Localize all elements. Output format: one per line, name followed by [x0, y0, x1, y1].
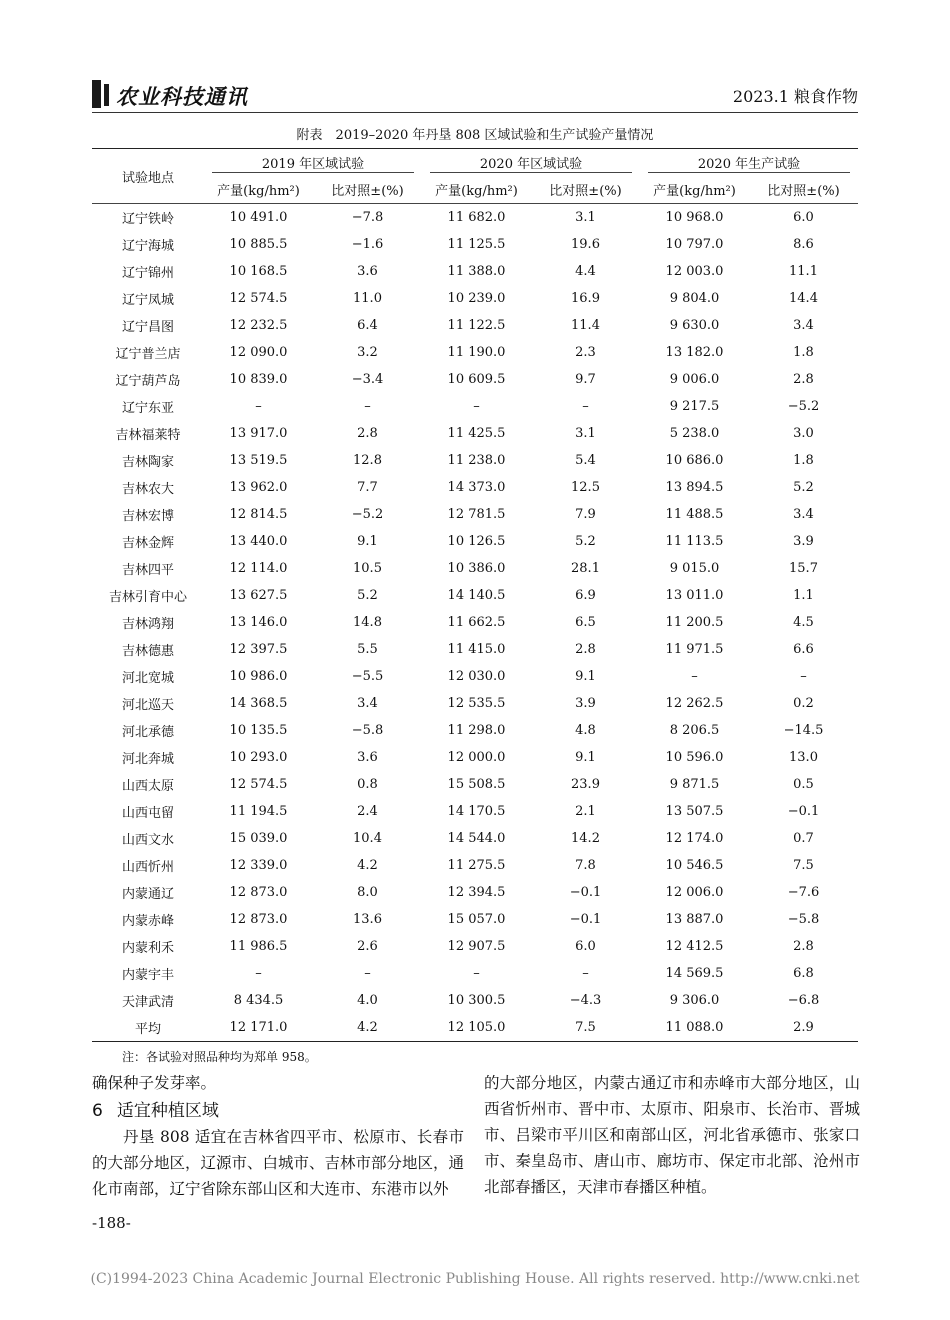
cell-value: 15 508.5	[447, 777, 506, 792]
cell-value: 11 986.5	[229, 939, 288, 954]
body-paragraph-left: 丹垦 808 适宜在吉林省四平市、松原市、长春市的大部分地区，辽源市、白城市、吉林市部分地区，通化市南部，辽宁省除东部山区和大连市、东港市以外	[92, 1128, 465, 1198]
cell-value: 2.8	[575, 642, 596, 657]
cell-value: 9 804.0	[669, 291, 720, 306]
cell-location: 天津武清	[121, 995, 174, 1010]
cell-value: 3.9	[575, 696, 596, 711]
cell-value: 5.5	[357, 642, 378, 657]
cell-value: 10 546.5	[665, 858, 724, 873]
cell-value: 5.2	[793, 480, 814, 495]
cell-value: 13 887.0	[665, 912, 724, 927]
cell-value: 11 125.5	[447, 237, 506, 252]
cell-value: 10 491.0	[229, 210, 288, 225]
cell-value: −5.2	[351, 507, 384, 522]
table-row	[92, 744, 858, 771]
cell-value: 0.5	[793, 777, 814, 792]
cell-value: –	[582, 399, 589, 414]
cell-value: 13 440.0	[229, 534, 288, 549]
cell-value: 12 873.0	[229, 885, 288, 900]
cell-value: 12 114.0	[229, 561, 288, 576]
table-row	[92, 366, 858, 393]
page-header	[92, 78, 858, 112]
cell-value: 13 507.5	[665, 804, 724, 819]
cell-location: 辽宁凤城	[121, 293, 174, 308]
cell-value: 8 206.5	[669, 723, 720, 738]
cell-value: 10 239.0	[447, 291, 506, 306]
cell-value: –	[691, 669, 698, 684]
cell-value: 9 217.5	[669, 399, 720, 414]
cell-value: 7.7	[357, 480, 378, 495]
cell-value: 11 194.5	[229, 804, 288, 819]
cell-value: 15 039.0	[229, 831, 288, 846]
cell-value: 6.8	[793, 966, 814, 981]
cell-value: 11 238.0	[447, 453, 506, 468]
cell-value: 5.2	[357, 588, 378, 603]
cell-value: 12 412.5	[665, 939, 724, 954]
cell-value: 4.4	[575, 264, 596, 279]
cell-value: 14 544.0	[447, 831, 506, 846]
cell-value: 5.2	[575, 534, 596, 549]
cell-value: 11 122.5	[447, 318, 506, 333]
cell-value: 15 057.0	[447, 912, 506, 927]
cell-location: 山西忻州	[121, 860, 174, 875]
cell-location: 吉林陶家	[121, 455, 174, 470]
cell-value: 7.5	[793, 858, 814, 873]
yield-table	[92, 148, 858, 1042]
cell-value: 13 146.0	[229, 615, 288, 630]
cell-value: 10 293.0	[229, 750, 288, 765]
cell-value: 12 397.5	[229, 642, 288, 657]
cell-value: 10 797.0	[665, 237, 724, 252]
section-title: 适宜种植区域	[116, 1101, 219, 1121]
cell-value: 2.6	[357, 939, 378, 954]
cell-value: 11 190.0	[447, 345, 506, 360]
cell-value: −14.5	[783, 723, 824, 738]
cell-value: −5.2	[787, 399, 820, 414]
table-row	[92, 663, 858, 690]
cell-value: 2.8	[357, 426, 378, 441]
cell-value: 12 339.0	[229, 858, 288, 873]
cell-value: 7.9	[575, 507, 596, 522]
cell-value: 3.4	[793, 318, 814, 333]
cell-value: 11 113.5	[665, 534, 724, 549]
cell-location: 辽宁昌图	[121, 320, 174, 335]
subheader-change: 比对照±(%)	[531, 176, 640, 204]
cell-value: 10 885.5	[229, 237, 288, 252]
cell-value: 3.9	[793, 534, 814, 549]
group-header-2019-regional: 2019 年区域试验	[204, 149, 422, 177]
table-row	[92, 960, 858, 987]
cell-value: –	[582, 966, 589, 981]
cell-value: −0.1	[569, 885, 602, 900]
cell-value: 14 170.5	[447, 804, 506, 819]
cell-value: 9 015.0	[669, 561, 720, 576]
cell-value: 9 630.0	[669, 318, 720, 333]
cell-value: 14.4	[789, 291, 818, 306]
cell-value: −5.8	[787, 912, 820, 927]
cell-value: 9.1	[575, 750, 596, 765]
cell-value: 1.1	[793, 588, 814, 603]
cell-value: 14.2	[571, 831, 600, 846]
cell-value: 10 986.0	[229, 669, 288, 684]
table-row	[92, 609, 858, 636]
table-row-average	[92, 1014, 858, 1042]
cell-value: 10 968.0	[665, 210, 724, 225]
body-paragraph-right: 的大部分地区，内蒙古通辽市和赤峰市大部分地区，山西省忻州市、晋中市、太原市、阳泉市、长治市、晋城市、吕梁市平川区和南部山区，河北省承德市、张家口市、秦皇岛市、唐山市、廊坊市、保定市北部、沧州市北部春播区，天津市春播区种植。	[484, 1074, 860, 1196]
cell-location: 吉林德惠	[121, 644, 174, 659]
cell-location: 吉林宏博	[121, 509, 174, 524]
cell-value: –	[473, 966, 480, 981]
cell-value: 11.4	[571, 318, 600, 333]
cell-value: 7.5	[531, 1014, 640, 1042]
table-row	[92, 474, 858, 501]
header-bar-mark	[92, 80, 101, 108]
cell-value: 14 140.5	[447, 588, 506, 603]
cell-location: 河北奔城	[121, 752, 174, 767]
table-row	[92, 204, 858, 232]
table-row	[92, 825, 858, 852]
cell-value: 2.8	[793, 939, 814, 954]
cell-value: 10 126.5	[447, 534, 506, 549]
cell-value: 12 090.0	[229, 345, 288, 360]
cell-location: 内蒙宇丰	[121, 968, 174, 983]
cell-value: −5.5	[351, 669, 384, 684]
table-row	[92, 393, 858, 420]
cell-value: 6.9	[575, 588, 596, 603]
cell-value: 12 000.0	[447, 750, 506, 765]
cell-location: 内蒙利禾	[121, 941, 174, 956]
cell-value: –	[800, 669, 807, 684]
cell-value: 11.0	[353, 291, 382, 306]
table-row	[92, 447, 858, 474]
body-right-column	[484, 1070, 860, 1200]
table-row	[92, 852, 858, 879]
cell-value: −3.4	[351, 372, 384, 387]
table-row	[92, 933, 858, 960]
cell-location: 吉林福莱特	[115, 428, 181, 443]
cell-value: 11 088.0	[640, 1014, 749, 1042]
cell-value: 3.4	[357, 696, 378, 711]
cell-value: 10.5	[353, 561, 382, 576]
table-row	[92, 987, 858, 1014]
cell-value: 10 686.0	[665, 453, 724, 468]
cell-value: 12 394.5	[447, 885, 506, 900]
cell-value: 13 894.5	[665, 480, 724, 495]
table-row	[92, 339, 858, 366]
section-number: 6	[92, 1101, 103, 1121]
subheader-yield: 产量(kg/hm²)	[422, 176, 531, 204]
cell-location: 吉林四平	[121, 563, 174, 578]
cell-value: 12 535.5	[447, 696, 506, 711]
cell-location: 吉林鸿翔	[121, 617, 174, 632]
table-row	[92, 312, 858, 339]
cell-location: 辽宁锦州	[121, 266, 174, 281]
cell-value: 11 682.0	[447, 210, 506, 225]
table-row	[92, 258, 858, 285]
cell-value: 13 011.0	[665, 588, 724, 603]
cell-value: −1.6	[351, 237, 384, 252]
cell-value: 9 006.0	[669, 372, 720, 387]
body-left-column	[92, 1070, 464, 1202]
cell-value: 12 030.0	[447, 669, 506, 684]
cell-value: 12 105.0	[422, 1014, 531, 1042]
cell-value: 13 182.0	[665, 345, 724, 360]
cell-value: 9 871.5	[669, 777, 720, 792]
table-caption: 附表 2019–2020 年丹垦 808 区域试验和生产试验产量情况	[296, 128, 654, 143]
cell-value: 4.2	[357, 858, 378, 873]
cell-value: 12 171.0	[204, 1014, 313, 1042]
cell-value: 0.7	[793, 831, 814, 846]
cell-value: 14 569.5	[665, 966, 724, 981]
cell-value: 3.6	[357, 264, 378, 279]
cell-value: 4.8	[575, 723, 596, 738]
cell-value: 19.6	[571, 237, 600, 252]
cell-value: 3.2	[357, 345, 378, 360]
table-row	[92, 636, 858, 663]
copyright-footer: (C)1994-2023 China Academic Journal Electronic Publishing House. All rights reserved. http://www.cnki.net	[90, 1271, 860, 1287]
cell-value: 8 434.5	[233, 993, 284, 1008]
cell-value: 13 962.0	[229, 480, 288, 495]
cell-value: −7.8	[351, 210, 384, 225]
group-header-2020-regional: 2020 年区域试验	[422, 149, 640, 177]
cell-value: 6.0	[793, 210, 814, 225]
cell-value: 13 917.0	[229, 426, 288, 441]
cell-value: 6.5	[575, 615, 596, 630]
cell-value: 1.8	[793, 453, 814, 468]
cell-location: 吉林农大	[121, 482, 174, 497]
cell-value: 12 781.5	[447, 507, 506, 522]
cell-location: 辽宁东亚	[121, 401, 174, 416]
cell-value: 12 907.5	[447, 939, 506, 954]
cell-value: 10 839.0	[229, 372, 288, 387]
cell-value: 3.6	[357, 750, 378, 765]
header-rule	[92, 112, 858, 113]
issue-label: 2023.1 粮食作物	[732, 87, 858, 106]
cell-value: 12 814.5	[229, 507, 288, 522]
cell-value: −7.6	[787, 885, 820, 900]
cell-value: 2.4	[357, 804, 378, 819]
cell-value: 11 971.5	[665, 642, 724, 657]
cell-value: 10.4	[353, 831, 382, 846]
cell-location: 河北承德	[121, 725, 174, 740]
cell-value: 23.9	[571, 777, 600, 792]
cell-value: 2.9	[749, 1014, 858, 1042]
cell-value: 0.8	[357, 777, 378, 792]
cell-value: 11 415.0	[447, 642, 506, 657]
page-number: -188-	[92, 1214, 131, 1232]
cell-value: 12 006.0	[665, 885, 724, 900]
cell-value: 12.8	[353, 453, 382, 468]
cell-value: 4.5	[793, 615, 814, 630]
cell-value: 11 425.5	[447, 426, 506, 441]
cell-value: 11.1	[789, 264, 818, 279]
table-row	[92, 906, 858, 933]
cell-value: 3.4	[793, 507, 814, 522]
cell-value: 9 306.0	[669, 993, 720, 1008]
cell-value: −0.1	[569, 912, 602, 927]
cell-value: 5.4	[575, 453, 596, 468]
cell-value: 2.3	[575, 345, 596, 360]
cell-value: 12 262.5	[665, 696, 724, 711]
cell-location: 吉林金辉	[121, 536, 174, 551]
cell-value: 6.4	[357, 318, 378, 333]
table-note: 注：各试验对照品种均为郑单 958。	[122, 1050, 317, 1064]
cell-value: 12 873.0	[229, 912, 288, 927]
table-row	[92, 582, 858, 609]
cell-value: 11 662.5	[447, 615, 506, 630]
section-heading	[92, 1098, 464, 1124]
table-row	[92, 528, 858, 555]
cell-value: 14 373.0	[447, 480, 506, 495]
table-row	[92, 690, 858, 717]
cell-value: 0.2	[793, 696, 814, 711]
cell-value: –	[364, 399, 371, 414]
table-row	[92, 420, 858, 447]
cell-value: 13 627.5	[229, 588, 288, 603]
cell-value: –	[255, 399, 262, 414]
cell-value: 11 200.5	[665, 615, 724, 630]
table-row	[92, 555, 858, 582]
header-bar-mark-thin	[104, 84, 109, 106]
cell-value: 6.6	[793, 642, 814, 657]
subheader-change: 比对照±(%)	[313, 176, 422, 204]
cell-value: 14 368.5	[229, 696, 288, 711]
cell-value: 28.1	[571, 561, 600, 576]
cell-value: −4.3	[569, 993, 602, 1008]
cell-value: 9.7	[575, 372, 596, 387]
cell-value: 4.2	[313, 1014, 422, 1042]
cell-value: −0.1	[787, 804, 820, 819]
cell-value: 10 609.5	[447, 372, 506, 387]
cell-value: 10 168.5	[229, 264, 288, 279]
group-header-2020-production: 2020 年生产试验	[640, 149, 858, 177]
cell-value: 14.8	[353, 615, 382, 630]
cell-value: 8.6	[793, 237, 814, 252]
cell-value: 9.1	[357, 534, 378, 549]
cell-location: 辽宁海城	[121, 239, 174, 254]
cell-location: 辽宁铁岭	[121, 212, 174, 227]
cell-value: 6.0	[575, 939, 596, 954]
cell-value: 1.8	[793, 345, 814, 360]
cell-location: 吉林引育中心	[108, 590, 187, 605]
cell-location: 内蒙通辽	[121, 887, 174, 902]
cell-value: 3.1	[575, 210, 596, 225]
subheader-change: 比对照±(%)	[749, 176, 858, 204]
cell-location: 山西文水	[121, 833, 174, 848]
cell-location: 山西太原	[121, 779, 174, 794]
cell-value: 13.0	[789, 750, 818, 765]
subheader-yield: 产量(kg/hm²)	[640, 176, 749, 204]
cell-value: 2.8	[793, 372, 814, 387]
cell-value: 3.0	[793, 426, 814, 441]
cell-value: 11 298.0	[447, 723, 506, 738]
table-row	[92, 501, 858, 528]
cell-value: 10 300.5	[447, 993, 506, 1008]
table-row	[92, 798, 858, 825]
cell-value: 12 232.5	[229, 318, 288, 333]
table-row	[92, 285, 858, 312]
cell-location: 河北巡天	[121, 698, 174, 713]
table-row	[92, 879, 858, 906]
journal-logo: 农业科技通讯	[116, 85, 248, 109]
cell-value: 5 238.0	[669, 426, 720, 441]
cell-value: 10 596.0	[665, 750, 724, 765]
cell-location: 平均	[92, 1014, 204, 1042]
cell-location: 辽宁普兰店	[115, 347, 181, 362]
corner-header: 试验地点	[92, 149, 204, 204]
cell-value: –	[364, 966, 371, 981]
cell-value: −5.8	[351, 723, 384, 738]
cell-value: –	[255, 966, 262, 981]
table-row	[92, 717, 858, 744]
cell-value: 10 135.5	[229, 723, 288, 738]
cell-value: 10 386.0	[447, 561, 506, 576]
cell-value: –	[473, 399, 480, 414]
cell-value: 12 174.0	[665, 831, 724, 846]
cell-value: 11 275.5	[447, 858, 506, 873]
cell-value: 8.0	[357, 885, 378, 900]
cell-value: 13 519.5	[229, 453, 288, 468]
cell-value: 7.8	[575, 858, 596, 873]
cell-value: 11 488.5	[665, 507, 724, 522]
cell-value: 12 574.5	[229, 777, 288, 792]
cell-location: 山西屯留	[121, 806, 174, 821]
cell-value: 2.1	[575, 804, 596, 819]
cell-value: 12 574.5	[229, 291, 288, 306]
cell-value: 16.9	[571, 291, 600, 306]
cell-value: 13.6	[353, 912, 382, 927]
cell-value: 9.1	[575, 669, 596, 684]
cell-value: 3.1	[575, 426, 596, 441]
cell-value: 15.7	[789, 561, 818, 576]
subheader-yield: 产量(kg/hm²)	[204, 176, 313, 204]
table-body	[92, 204, 858, 1042]
cell-value: 12 003.0	[665, 264, 724, 279]
table-row	[92, 231, 858, 258]
cell-location: 内蒙赤峰	[121, 914, 174, 929]
cell-value: 12.5	[571, 480, 600, 495]
cell-value: 11 388.0	[447, 264, 506, 279]
table-row	[92, 771, 858, 798]
cell-value: −6.8	[787, 993, 820, 1008]
cell-value: 4.0	[357, 993, 378, 1008]
cell-location: 河北宽城	[121, 671, 174, 686]
cell-location: 辽宁葫芦岛	[115, 374, 181, 389]
intro-line: 确保种子发芽率。	[92, 1074, 217, 1092]
